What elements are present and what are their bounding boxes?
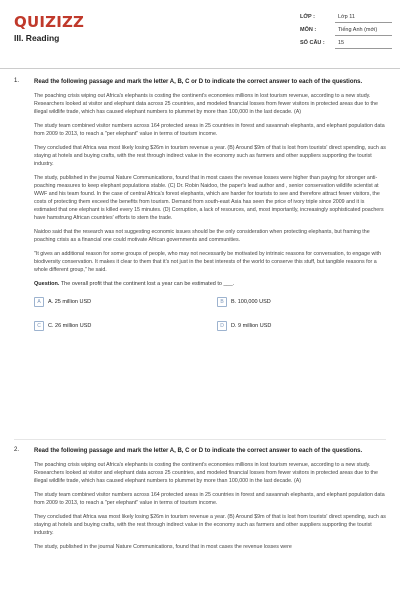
question-number: 1. <box>14 78 20 84</box>
passage-paragraph: The study, published in the journal Nature Communications, found that in most cases the revenue losses were higher than paying for stronger anti-poaching measures to keep elephant populations stable. (C) Dr. Robin Naidoo, the paper's lead author and , senior conservation wildlife scientist at WWF and his team found. In the case of central Africa's forest elephants, which are harder for tourists to see and therefore attract fewer visitors, the costs of protecting them exceed the benefits from tourism. Demand from south-east Asia has seen the price of ivory triple since 2009 and it is estimated that one elephant is killed every 15 minutes. (D) Corruption, a lack of resources, and, most importantly, increasingly sophisticated poachers have hamstrung African countries' efforts to stem the trade. <box>34 175 384 221</box>
meta-value: Tiếng Anh (mới) <box>335 25 392 36</box>
passage-paragraph: The poaching crisis wiping out Africa's elephants is costing the continent's economies millions in lost tourism revenue, according to a new study. Researchers looked at visitor and elephant data across 25 countries, and modeled financial losses from fewer visitors in protected areas due to the illegal wildlife trade, which has caused elephant numbers to plummet by more than 100,000 in the last decade. (A) <box>34 462 378 484</box>
passage-paragraph: The study, published in the journal Nature Communications, found that in most cases the revenue losses were <box>34 544 292 550</box>
option-letter-badge: C <box>34 321 44 331</box>
option-a[interactable] <box>34 296 91 307</box>
option-letter-badge: D <box>217 321 227 331</box>
question-number: 2. <box>14 447 20 453</box>
passage-paragraph: The study team combined visitor numbers across 164 protected areas in 25 countries in forest and savannah elephants, and elephant population data from 2009 to 2013, to reach a "per elephant" value in terms of tourism income. <box>34 123 385 137</box>
option-d[interactable] <box>217 320 271 331</box>
meta-row-count <box>300 38 392 49</box>
meta-key: LỚP : <box>300 14 315 20</box>
option-b[interactable] <box>217 296 271 307</box>
answer-options <box>34 296 386 344</box>
option-text: D. 9 million USD <box>231 322 272 329</box>
passage-paragraph: Naidoo said that the research was not suggesting economic issues should be the only consideration when protecting elephants, but framing the poaching crisis as a financial one could motivate African governments and communities. <box>34 229 370 243</box>
meta-info <box>300 12 392 51</box>
passage-paragraph: They concluded that Africa was most likely losing $26m in tourism revenue a year. (B) Around $9m of that is lost from tourists' direct spending, such as staying at hotels and buying crafts, with the rest through indirect value in the economy such as farmers and other suppliers supporting the tourist industry. <box>34 514 386 536</box>
passage-paragraph: The poaching crisis wiping out Africa's elephants is costing the continent's economies millions in lost tourism revenue, according to a new study. Researchers looked at visitor and elephant data across 25 countries, and modeled financial losses from fewer visitors in protected areas due to the illegal wildlife trade, which has caused elephant numbers to plummet by more than 100,000 in the last decade. (A) <box>34 93 378 115</box>
option-letter-badge: A <box>34 297 44 307</box>
header-divider <box>0 68 400 69</box>
option-text: B. 100,000 USD <box>231 298 271 305</box>
question-body <box>34 447 386 551</box>
question-instruction: Read the following passage and mark the letter A, B, C or D to indicate the correct answer to each of the questions. <box>34 448 363 454</box>
question-divider <box>14 439 386 440</box>
page-header <box>0 0 400 70</box>
question-text: The overall profit that the continent lost a year can be estimated to ___. <box>60 281 235 287</box>
passage-paragraph: They concluded that Africa was most likely losing $26m in tourism revenue a year. (B) Around $9m of that is lost from tourists' direct spending, such as staying at hotels and buying crafts, with the rest through indirect value in the economy such as farmers and other suppliers supporting the tourist industry. <box>34 145 386 167</box>
meta-row-class <box>300 12 392 23</box>
option-text: C. 26 million USD <box>48 322 92 329</box>
meta-value: 15 <box>335 38 392 49</box>
passage-paragraph: "It gives an additional reason for some groups of people, who may not necessarily be motivated by intrinsic reasons for conversation, to engage with biodiversity conservation. It makes it clear to them that it's not just in the best interests of the world to conserve this stuff, but tangible reasons for a whole different group," he said. <box>34 251 381 273</box>
meta-value: Lớp 11 <box>335 12 392 23</box>
passage-paragraph: The study team combined visitor numbers across 164 protected areas in 25 countries in forest and savannah elephants, and elephant population data from 2009 to 2013, to reach a "per elephant" value in terms of tourism income. <box>34 492 385 506</box>
quizizz-logo: QUIZIZZ <box>14 13 85 31</box>
question-label: Question. <box>34 281 60 287</box>
question-body <box>34 78 386 344</box>
meta-key: SỐ CÂU : <box>300 40 325 46</box>
question-prompt <box>34 280 386 288</box>
meta-row-subject <box>300 25 392 36</box>
section-title: III. Reading <box>14 33 60 43</box>
option-text: A. 25 million USD <box>48 298 92 305</box>
question-instruction: Read the following passage and mark the letter A, B, C or D to indicate the correct answer to each of the questions. <box>34 79 363 85</box>
option-letter-badge: B <box>217 297 227 307</box>
option-c[interactable] <box>34 320 91 331</box>
meta-key: MÔN : <box>300 27 317 33</box>
